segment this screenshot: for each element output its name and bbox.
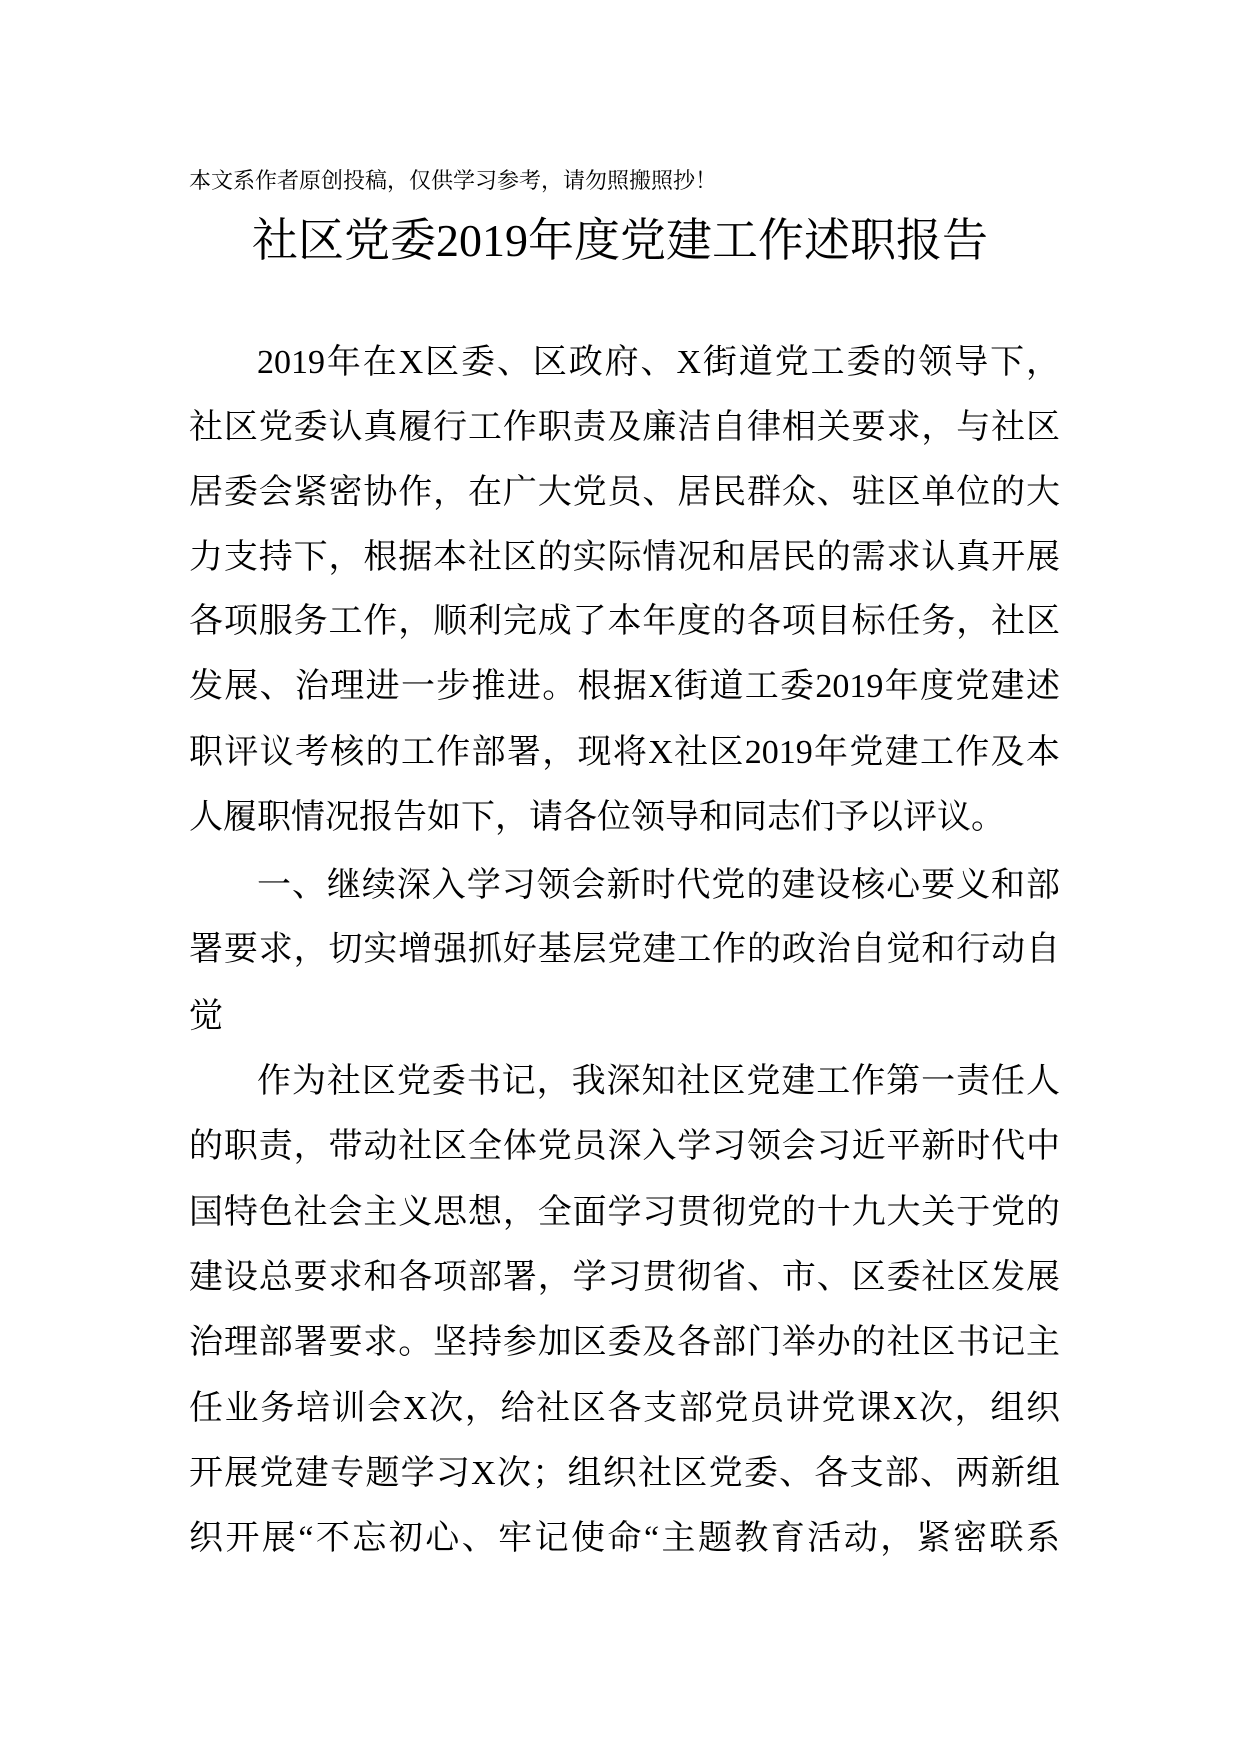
paragraph-line: 居委会紧密协作，在广大党员、居民群众、驻区单位的大	[189, 474, 1060, 511]
paragraph-line: 开展党建专题学习X次；组织社区党委、各支部、两新组	[189, 1455, 1060, 1492]
paragraph-line: 署要求，切实增强抓好基层党建工作的政治自觉和行动自	[189, 931, 1060, 968]
paragraph-line: 发展、治理进一步推进。根据X街道工委2019年度党建述	[189, 668, 1060, 705]
paragraph-line: 社区党委认真履行工作职责及廉洁自律相关要求，与社区	[189, 409, 1060, 446]
paragraph-line: 职评议考核的工作部署，现将X社区2019年党建工作及本	[189, 734, 1060, 771]
copyright-note: 本文系作者原创投稿，仅供学习参考，请勿照搬照抄！	[189, 168, 718, 193]
paragraph-line: 织开展“不忘初心、牢记使命“主题教育活动，紧密联系	[189, 1520, 1060, 1557]
paragraph-line: 各项服务工作，顺利完成了本年度的各项目标任务，社区	[189, 603, 1060, 640]
document-title: 社区党委2019年度党建工作述职报告	[252, 215, 988, 266]
paragraph-line: 一、继续深入学习领会新时代党的建设核心要义和部	[257, 867, 1060, 904]
paragraph-line: 任业务培训会X次，给社区各支部党员讲党课X次，组织	[189, 1390, 1060, 1427]
paragraph-line: 国特色社会主义思想，全面学习贯彻党的十九大关于党的	[189, 1194, 1060, 1231]
paragraph-line: 觉	[189, 998, 223, 1035]
paragraph-line: 的职责，带动社区全体党员深入学习领会习近平新时代中	[189, 1128, 1060, 1165]
paragraph-line: 作为社区党委书记，我深知社区党建工作第一责任人	[257, 1063, 1060, 1100]
paragraph-line: 建设总要求和各项部署，学习贯彻省、市、区委社区发展	[189, 1259, 1060, 1296]
paragraph-line: 2019年在X区委、区政府、X街道党工委的领导下，	[257, 344, 1060, 381]
paragraph-line: 力支持下，根据本社区的实际情况和居民的需求认真开展	[189, 539, 1060, 576]
paragraph-line: 人履职情况报告如下，请各位领导和同志们予以评议。	[189, 799, 1005, 836]
paragraph-line: 治理部署要求。坚持参加区委及各部门举办的社区书记主	[189, 1324, 1060, 1361]
